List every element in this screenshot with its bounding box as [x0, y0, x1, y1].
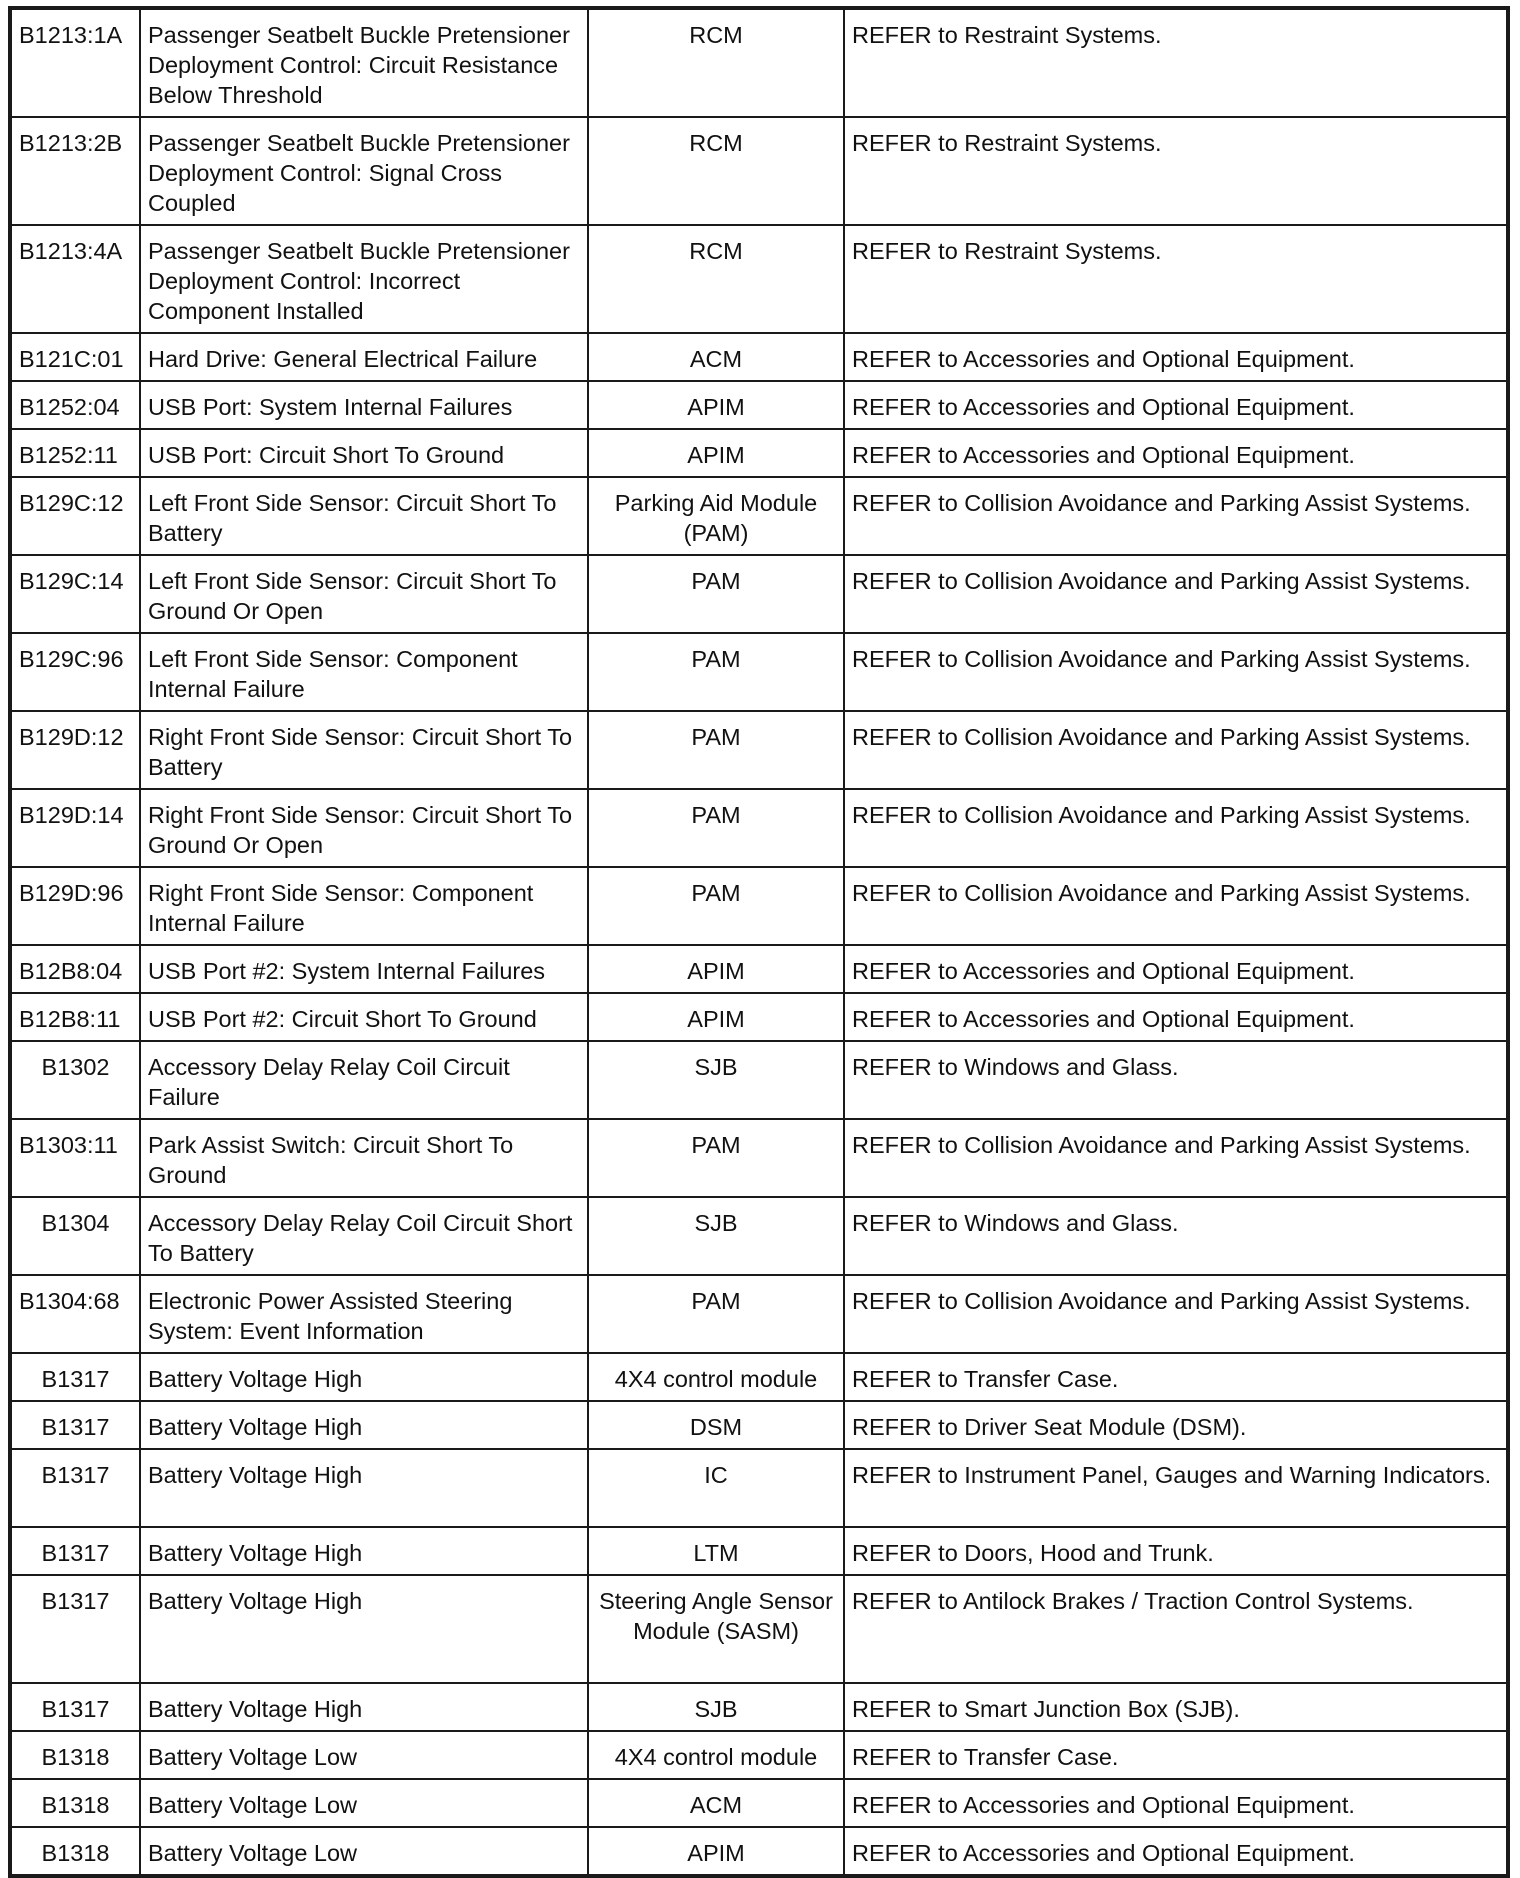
dtc-code: B129C:96	[10, 633, 140, 711]
dtc-action: REFER to Collision Avoidance and Parking Assist Systems.	[844, 1119, 1508, 1197]
dtc-action: REFER to Antilock Brakes / Traction Control Systems.	[844, 1575, 1508, 1683]
dtc-action: REFER to Windows and Glass.	[844, 1197, 1508, 1275]
table-row	[10, 711, 1508, 789]
dtc-code: B1317	[10, 1401, 140, 1449]
dtc-code: B1318	[10, 1731, 140, 1779]
table-row	[10, 1449, 1508, 1527]
table-row	[10, 555, 1508, 633]
dtc-description: USB Port: System Internal Failures	[140, 381, 588, 429]
dtc-action: REFER to Smart Junction Box (SJB).	[844, 1683, 1508, 1731]
table-row	[10, 1683, 1508, 1731]
dtc-code: B1317	[10, 1683, 140, 1731]
table-row	[10, 333, 1508, 381]
table-row	[10, 1275, 1508, 1353]
dtc-module: SJB	[588, 1041, 844, 1119]
dtc-code: B1303:11	[10, 1119, 140, 1197]
table-row	[10, 1575, 1508, 1683]
dtc-action: REFER to Accessories and Optional Equipment.	[844, 945, 1508, 993]
dtc-action: REFER to Collision Avoidance and Parking Assist Systems.	[844, 711, 1508, 789]
dtc-module: Steering Angle Sensor Module (SASM)	[588, 1575, 844, 1683]
table-row	[10, 225, 1508, 333]
dtc-action: REFER to Windows and Glass.	[844, 1041, 1508, 1119]
table-row	[10, 381, 1508, 429]
table-row	[10, 117, 1508, 225]
table-row	[10, 1827, 1508, 1876]
table-row	[10, 477, 1508, 555]
dtc-action: REFER to Collision Avoidance and Parking Assist Systems.	[844, 477, 1508, 555]
dtc-action: REFER to Accessories and Optional Equipment.	[844, 1827, 1508, 1876]
dtc-description: Battery Voltage Low	[140, 1731, 588, 1779]
dtc-code: B129D:96	[10, 867, 140, 945]
dtc-code: B12B8:04	[10, 945, 140, 993]
dtc-code: B129C:12	[10, 477, 140, 555]
dtc-description: Park Assist Switch: Circuit Short To Ground	[140, 1119, 588, 1197]
dtc-action: REFER to Restraint Systems.	[844, 225, 1508, 333]
dtc-code: B1213:4A	[10, 225, 140, 333]
table-row	[10, 1779, 1508, 1827]
dtc-description: Passenger Seatbelt Buckle Pretensioner Deployment Control: Circuit Resistance Below Threshold	[140, 8, 588, 117]
dtc-description: Passenger Seatbelt Buckle Pretensioner Deployment Control: Incorrect Component Installed	[140, 225, 588, 333]
dtc-module: SJB	[588, 1197, 844, 1275]
dtc-module: APIM	[588, 945, 844, 993]
dtc-action: REFER to Accessories and Optional Equipment.	[844, 993, 1508, 1041]
dtc-action: REFER to Restraint Systems.	[844, 8, 1508, 117]
dtc-module: SJB	[588, 1683, 844, 1731]
dtc-description: Right Front Side Sensor: Circuit Short To Ground Or Open	[140, 789, 588, 867]
dtc-action: REFER to Collision Avoidance and Parking Assist Systems.	[844, 789, 1508, 867]
dtc-module: APIM	[588, 993, 844, 1041]
table-row	[10, 1353, 1508, 1401]
dtc-action: REFER to Driver Seat Module (DSM).	[844, 1401, 1508, 1449]
dtc-action: REFER to Instrument Panel, Gauges and Warning Indicators.	[844, 1449, 1508, 1527]
dtc-code: B1213:2B	[10, 117, 140, 225]
dtc-description: Left Front Side Sensor: Component Internal Failure	[140, 633, 588, 711]
dtc-table	[8, 6, 1510, 1878]
table-row	[10, 1731, 1508, 1779]
table-row	[10, 1119, 1508, 1197]
dtc-code: B1252:04	[10, 381, 140, 429]
dtc-module: RCM	[588, 8, 844, 117]
dtc-description: Electronic Power Assisted Steering System: Event Information	[140, 1275, 588, 1353]
table-row	[10, 8, 1508, 117]
table-row	[10, 429, 1508, 477]
dtc-module: 4X4 control module	[588, 1731, 844, 1779]
dtc-action: REFER to Accessories and Optional Equipment.	[844, 1779, 1508, 1827]
dtc-module: PAM	[588, 633, 844, 711]
dtc-code: B12B8:11	[10, 993, 140, 1041]
dtc-description: Battery Voltage High	[140, 1449, 588, 1527]
dtc-code: B129C:14	[10, 555, 140, 633]
dtc-description: Battery Voltage Low	[140, 1827, 588, 1876]
dtc-module: RCM	[588, 225, 844, 333]
dtc-module: PAM	[588, 1275, 844, 1353]
table-row	[10, 993, 1508, 1041]
dtc-action: REFER to Accessories and Optional Equipment.	[844, 381, 1508, 429]
table-row	[10, 1041, 1508, 1119]
dtc-code: B1317	[10, 1575, 140, 1683]
dtc-module: APIM	[588, 1827, 844, 1876]
dtc-module: Parking Aid Module (PAM)	[588, 477, 844, 555]
dtc-module: APIM	[588, 429, 844, 477]
dtc-code: B129D:12	[10, 711, 140, 789]
dtc-table-body	[10, 8, 1508, 1876]
dtc-description: Battery Voltage High	[140, 1683, 588, 1731]
dtc-action: REFER to Accessories and Optional Equipment.	[844, 429, 1508, 477]
dtc-description: Passenger Seatbelt Buckle Pretensioner Deployment Control: Signal Cross Coupled	[140, 117, 588, 225]
dtc-module: ACM	[588, 1779, 844, 1827]
dtc-code: B1318	[10, 1779, 140, 1827]
dtc-code: B1318	[10, 1827, 140, 1876]
dtc-code: B1317	[10, 1353, 140, 1401]
dtc-description: Accessory Delay Relay Coil Circuit Short To Battery	[140, 1197, 588, 1275]
dtc-module: 4X4 control module	[588, 1353, 844, 1401]
table-row	[10, 1527, 1508, 1575]
dtc-code: B1304	[10, 1197, 140, 1275]
dtc-module: PAM	[588, 1119, 844, 1197]
dtc-action: REFER to Doors, Hood and Trunk.	[844, 1527, 1508, 1575]
table-row	[10, 633, 1508, 711]
dtc-code: B1252:11	[10, 429, 140, 477]
table-row	[10, 789, 1508, 867]
dtc-action: REFER to Collision Avoidance and Parking Assist Systems.	[844, 633, 1508, 711]
dtc-description: Battery Voltage High	[140, 1401, 588, 1449]
dtc-action: REFER to Collision Avoidance and Parking Assist Systems.	[844, 1275, 1508, 1353]
dtc-description: USB Port #2: Circuit Short To Ground	[140, 993, 588, 1041]
dtc-code: B1304:68	[10, 1275, 140, 1353]
dtc-code: B1302	[10, 1041, 140, 1119]
dtc-action: REFER to Transfer Case.	[844, 1731, 1508, 1779]
dtc-code: B1213:1A	[10, 8, 140, 117]
dtc-action: REFER to Accessories and Optional Equipment.	[844, 333, 1508, 381]
dtc-description: Left Front Side Sensor: Circuit Short To Battery	[140, 477, 588, 555]
dtc-description: Right Front Side Sensor: Component Internal Failure	[140, 867, 588, 945]
dtc-table-page	[8, 6, 1510, 1878]
dtc-action: REFER to Collision Avoidance and Parking Assist Systems.	[844, 555, 1508, 633]
dtc-description: Hard Drive: General Electrical Failure	[140, 333, 588, 381]
dtc-code: B121C:01	[10, 333, 140, 381]
dtc-module: PAM	[588, 789, 844, 867]
table-row	[10, 1197, 1508, 1275]
dtc-module: IC	[588, 1449, 844, 1527]
table-row	[10, 1401, 1508, 1449]
dtc-action: REFER to Transfer Case.	[844, 1353, 1508, 1401]
dtc-module: LTM	[588, 1527, 844, 1575]
dtc-description: Battery Voltage High	[140, 1527, 588, 1575]
dtc-module: PAM	[588, 867, 844, 945]
dtc-action: REFER to Collision Avoidance and Parking Assist Systems.	[844, 867, 1508, 945]
dtc-code: B1317	[10, 1527, 140, 1575]
dtc-module: RCM	[588, 117, 844, 225]
dtc-code: B1317	[10, 1449, 140, 1527]
dtc-action: REFER to Restraint Systems.	[844, 117, 1508, 225]
dtc-description: Battery Voltage High	[140, 1575, 588, 1683]
dtc-description: Right Front Side Sensor: Circuit Short To Battery	[140, 711, 588, 789]
dtc-description: Battery Voltage Low	[140, 1779, 588, 1827]
dtc-description: Battery Voltage High	[140, 1353, 588, 1401]
dtc-module: APIM	[588, 381, 844, 429]
dtc-description: Accessory Delay Relay Coil Circuit Failure	[140, 1041, 588, 1119]
table-row	[10, 867, 1508, 945]
dtc-module: PAM	[588, 711, 844, 789]
dtc-module: PAM	[588, 555, 844, 633]
dtc-module: ACM	[588, 333, 844, 381]
dtc-description: Left Front Side Sensor: Circuit Short To Ground Or Open	[140, 555, 588, 633]
dtc-description: USB Port: Circuit Short To Ground	[140, 429, 588, 477]
dtc-code: B129D:14	[10, 789, 140, 867]
table-row	[10, 945, 1508, 993]
dtc-description: USB Port #2: System Internal Failures	[140, 945, 588, 993]
dtc-module: DSM	[588, 1401, 844, 1449]
